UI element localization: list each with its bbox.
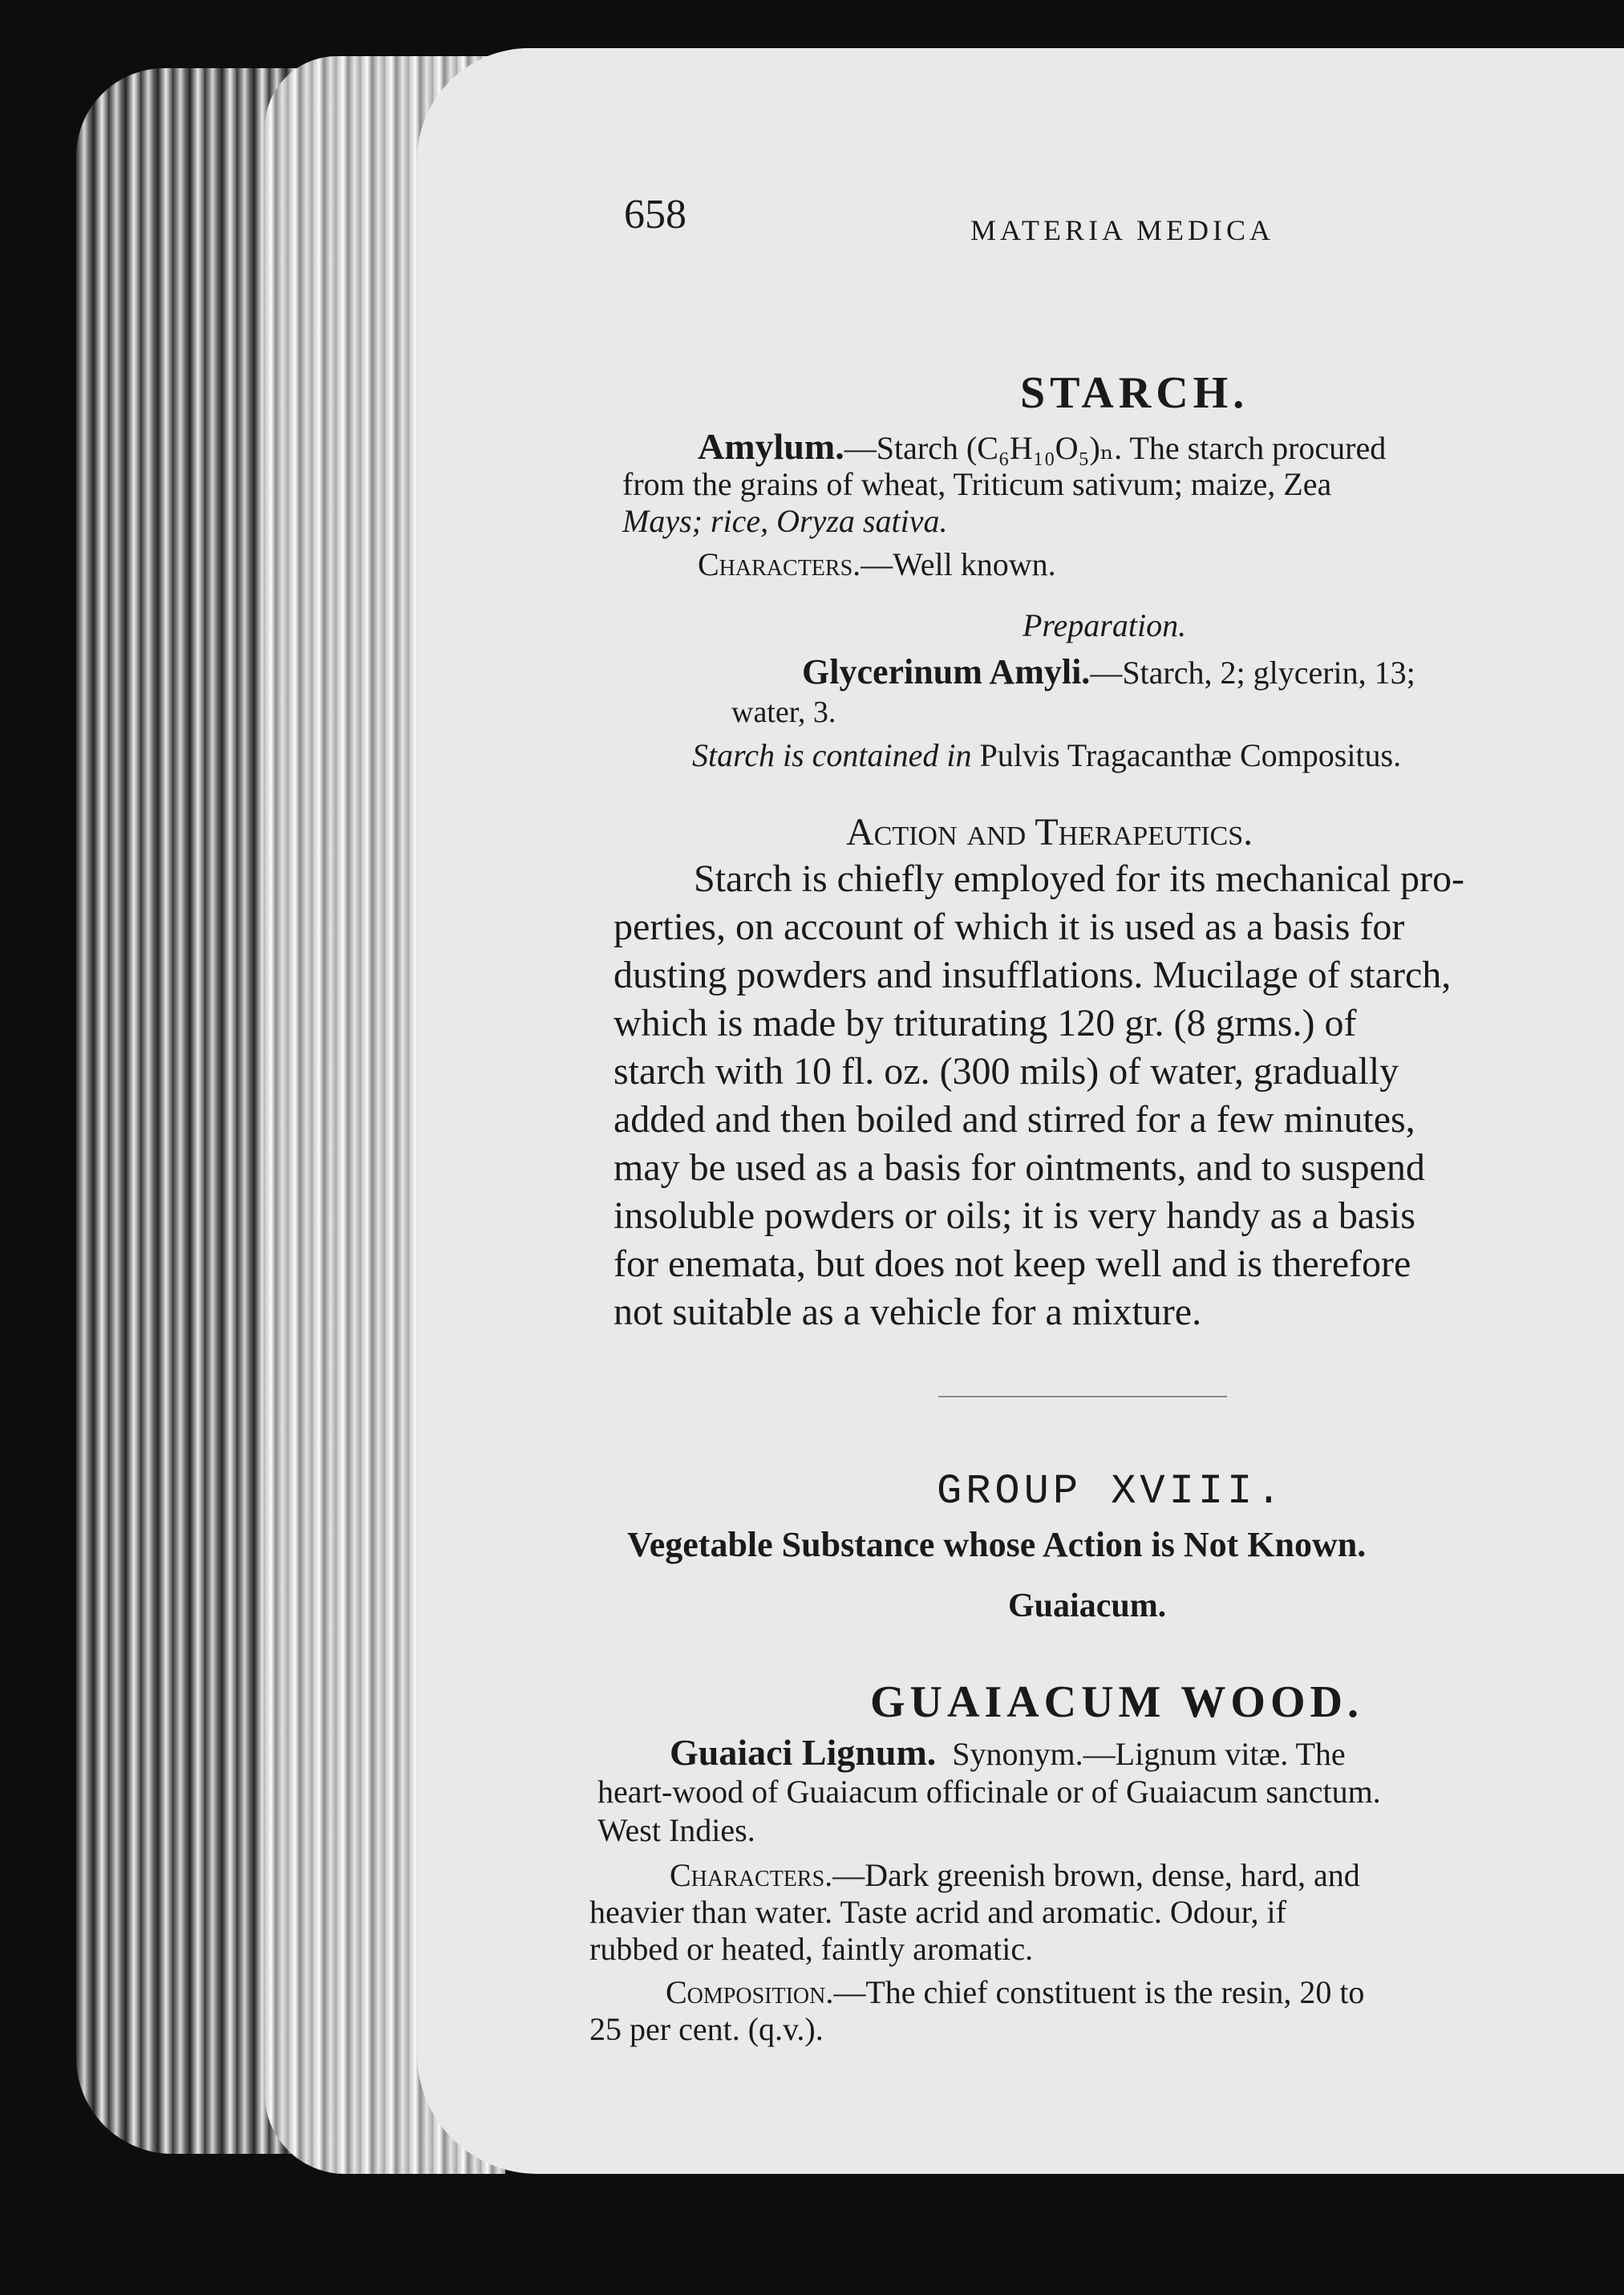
characters-text: —Dark greenish brown, dense, hard, and [832,1857,1360,1893]
group-drug: Guaiacum. [1008,1587,1167,1624]
action-therapeutics-heading: Action and Therapeutics. [846,811,1253,854]
preparation-text: —Starch, 2; glycerin, 13; [1090,655,1415,691]
characters-label: Characters. [698,546,861,582]
amylum-entry-line1 [698,425,1386,468]
guaiacum-characters-line3: rubbed or heated, faintly aromatic. [589,1931,1034,1967]
running-head: MATERIA MEDICA [970,214,1275,246]
guaiacum-characters-line2: heavier than water. Taste acrid and aromatic. Odour, if [589,1894,1286,1930]
book-page [417,48,1624,2174]
action-line: insoluble powders or oils; it is very handy as a basis [614,1194,1415,1237]
preparation-heading: Preparation. [1023,607,1187,643]
composition-label: Composition. [666,1974,834,2010]
section-heading-guaiacum-wood: GUAIACUM WOOD. [870,1677,1363,1727]
action-line: which is made by triturating 120 gr. (8 grms.) of [614,1002,1357,1044]
amylum-entry-line2: from the grains of wheat, Triticum sativum; maize, Zea [622,466,1332,502]
guaiacum-characters-line1 [670,1856,1360,1894]
action-line: not suitable as a vehicle for a mixture. [614,1291,1202,1333]
amylum-description: —Starch (C₆H₁₀O₅)ₙ. The starch procured [844,430,1387,466]
action-line: added and then boiled and stirred for a few minutes, [614,1098,1415,1141]
composition-text: —The chief constituent is the resin, 20 to [833,1974,1365,2010]
contained-in-line [692,736,1401,774]
action-line: perties, on account of which it is used as a basis for [614,906,1405,948]
amylum-entry-line3: Mays; rice, Oryza sativa. [622,503,948,539]
section-heading-starch: STARCH. [1020,368,1249,418]
guaiacum-composition-line2: 25 per cent. (q.v.). [589,2011,824,2047]
starch-characters [698,545,1056,583]
preparation-text-line2: water, 3. [731,695,836,729]
preparation-entry [802,651,1415,692]
guaiaci-entry-line1 [670,1731,1346,1774]
guaiaci-synonym: Synonym.—Lignum vitæ. The [952,1736,1346,1772]
group-title: GROUP XVIII. [937,1468,1286,1515]
group-subtitle: Vegetable Substance whose Action is Not Known. [627,1525,1367,1564]
action-line: may be used as a basis for ointments, and to suspend [614,1146,1425,1189]
characters-text: —Well known. [861,546,1056,582]
action-line: Starch is chiefly employed for its mechanical pro- [694,858,1465,900]
contained-in-preparation: Pulvis Tragacanthæ Compositus. [979,737,1402,773]
characters-label: Characters. [670,1857,833,1893]
preparation-name: Glycerinum Amyli. [802,652,1091,691]
drug-name-amylum: Amylum. [698,426,844,467]
drug-name-guaiaci-lignum: Guaiaci Lignum. [670,1732,937,1773]
page-number: 658 [624,192,686,237]
section-divider [938,1396,1227,1397]
guaiaci-entry-line2: heart-wood of Guaiacum officinale or of Guaiacum sanctum. [597,1774,1381,1810]
guaiacum-composition-line1 [666,1973,1364,2011]
action-line: for enemata, but does not keep well and is therefore [614,1243,1411,1285]
guaiaci-entry-line3: West Indies. [597,1812,755,1848]
contained-in-label: Starch is contained in [692,737,972,773]
action-line: starch with 10 fl. oz. (300 mils) of water, gradually [614,1050,1399,1093]
action-line: dusting powders and insufflations. Mucilage of starch, [614,954,1452,996]
